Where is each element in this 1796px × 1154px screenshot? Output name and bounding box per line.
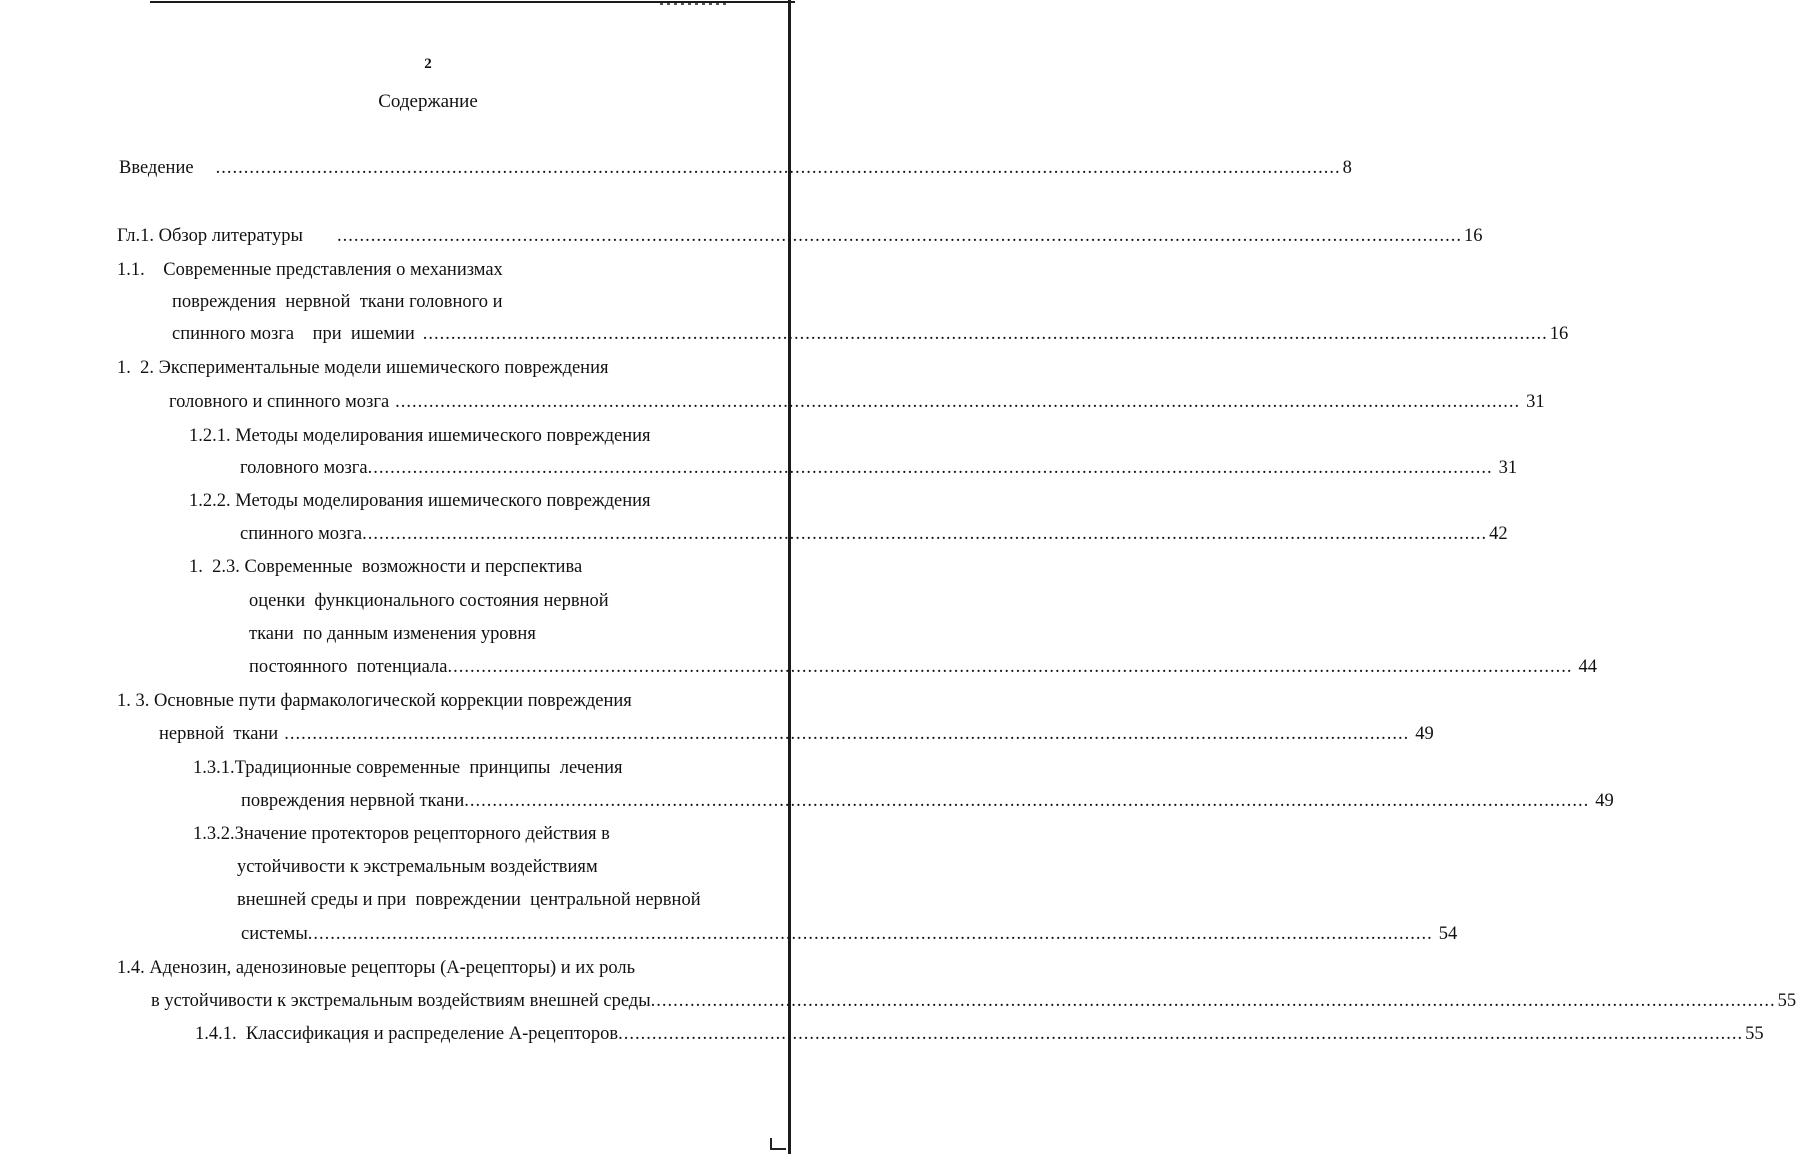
toc-entry-text: Введение xyxy=(119,158,194,178)
toc-leader: ........................................................................................................................................................................................................ xyxy=(618,1024,1744,1044)
toc-entry-text: головного и спинного мозга xyxy=(169,392,390,412)
toc-entry-text: 1. 2. Экспериментальные модели ишемического повреждения xyxy=(117,358,609,378)
toc-leader: ........................................................................................................................................................................................................ xyxy=(650,991,1776,1011)
toc-entry xyxy=(193,756,623,780)
toc-entry-page: 31 xyxy=(1526,392,1545,412)
toc-entry-page: 16 xyxy=(1549,324,1569,344)
toc-entry-page: 42 xyxy=(1489,524,1508,544)
toc-entry xyxy=(249,655,1597,679)
toc-entry-text: 1.3.2.Значение протекторов рецепторного действия в xyxy=(193,824,610,844)
toc-entry xyxy=(159,722,1434,746)
toc-entry xyxy=(189,424,651,448)
toc-entry xyxy=(189,555,582,579)
toc-leader: ........................................................................................................................................................................................................ xyxy=(447,657,1573,677)
toc-entry-page: 49 xyxy=(1415,724,1434,744)
toc-entry-page: 55 xyxy=(1777,991,1796,1011)
toc-entry-text: повреждения нервной ткани головного и xyxy=(172,292,503,312)
page-title: Содержание xyxy=(378,91,478,112)
toc-entry-text: повреждения нервной ткани xyxy=(241,791,465,811)
toc-entry-text: 1.4. Аденозин, аденозиновые рецепторы (А-рецепторы) и их роль xyxy=(117,958,636,978)
toc-entry xyxy=(151,989,1796,1013)
toc-entry xyxy=(119,156,1352,180)
toc-entry-text: устойчивости к экстремальным воздействиям xyxy=(237,857,598,877)
toc-entry xyxy=(117,956,635,980)
scan-corner-mark xyxy=(770,1138,786,1150)
toc-entry-page: 31 xyxy=(1498,458,1518,478)
toc-entry-text: 1.4.1. Классификация и распределение А-рецепторов xyxy=(195,1024,619,1044)
toc-entry-text: внешней среды и при повреждении центральной нервной xyxy=(237,890,701,910)
toc-leader: ........................................................................................................................................................................................................ xyxy=(307,924,1433,944)
toc-entry xyxy=(237,888,701,912)
toc-entry xyxy=(237,855,598,879)
toc-leader: ........................................................................................................................................................................................................ xyxy=(395,392,1521,412)
toc-entry xyxy=(241,922,1458,946)
toc-entry xyxy=(189,489,651,513)
toc-leader: ........................................................................................................................................................................................................ xyxy=(362,524,1488,544)
toc-entry-text: системы xyxy=(241,924,308,944)
page-number: 2 xyxy=(424,56,432,72)
toc-entry-page: 54 xyxy=(1438,924,1458,944)
toc-entry-text: нервной ткани xyxy=(159,724,279,744)
toc-entry-text: 1. 3. Основные пути фармакологической коррекции повреждения xyxy=(117,691,632,711)
toc-leader: ........................................................................................................................................................................................................ xyxy=(464,791,1590,811)
toc-entry xyxy=(117,258,503,282)
toc-entry xyxy=(169,390,1545,414)
toc-entry-text: ткани по данным изменения уровня xyxy=(249,624,536,644)
toc-entry xyxy=(241,789,1614,813)
toc-entry-page: 8 xyxy=(1342,158,1352,178)
toc-entry-text: спинного мозга при ишемии xyxy=(172,324,415,344)
toc-entry xyxy=(193,822,610,846)
toc-entry-text: 1.1. Современные представления о механизмах xyxy=(117,260,503,280)
toc-entry-text: 1.2.2. Методы моделирования ишемического повреждения xyxy=(189,491,651,511)
toc-entry xyxy=(117,689,632,713)
toc-entry xyxy=(249,622,536,646)
toc-entry-text: в устойчивости к экстремальным воздействиям внешней среды xyxy=(151,991,651,1011)
toc-entry xyxy=(172,322,1569,346)
toc-leader: ........................................................................................................................................................................................................ xyxy=(215,158,1341,178)
toc-entry xyxy=(172,290,503,314)
toc-entry xyxy=(195,1022,1764,1046)
toc-entry xyxy=(240,522,1508,546)
toc-leader: ........................................................................................................................................................................................................ xyxy=(367,458,1493,478)
toc-entry-text: спинного мозга xyxy=(240,524,363,544)
toc-entry xyxy=(117,224,1483,248)
toc-entry-page: 16 xyxy=(1463,226,1483,246)
toc-entry-page: 49 xyxy=(1595,791,1614,811)
toc-leader: ........................................................................................................................................................................................................ xyxy=(284,724,1410,744)
toc-entry xyxy=(240,456,1518,480)
toc-entry-text: Гл.1. Обзор литературы xyxy=(117,226,303,246)
toc-entry-page: 44 xyxy=(1578,657,1597,677)
toc-entry-text: головного мозга xyxy=(240,458,368,478)
toc-entry-text: 1.2.1. Методы моделирования ишемического повреждения xyxy=(189,426,651,446)
toc-entry-text: 1. 2.3. Современные возможности и перспектива xyxy=(189,557,583,577)
toc-entry xyxy=(249,589,609,613)
toc-leader: ........................................................................................................................................................................................................ xyxy=(336,226,1462,246)
toc-entry-text: постоянного потенциала xyxy=(249,657,448,677)
toc-entry-page: 55 xyxy=(1745,1024,1764,1044)
scan-speck xyxy=(660,3,730,5)
toc-entry xyxy=(117,356,609,380)
toc-leader: ........................................................................................................................................................................................................ xyxy=(422,324,1548,344)
toc-entry-text: оценки функционального состояния нервной xyxy=(249,591,609,611)
toc-entry-text: 1.3.1.Традиционные современные принципы лечения xyxy=(193,758,623,778)
